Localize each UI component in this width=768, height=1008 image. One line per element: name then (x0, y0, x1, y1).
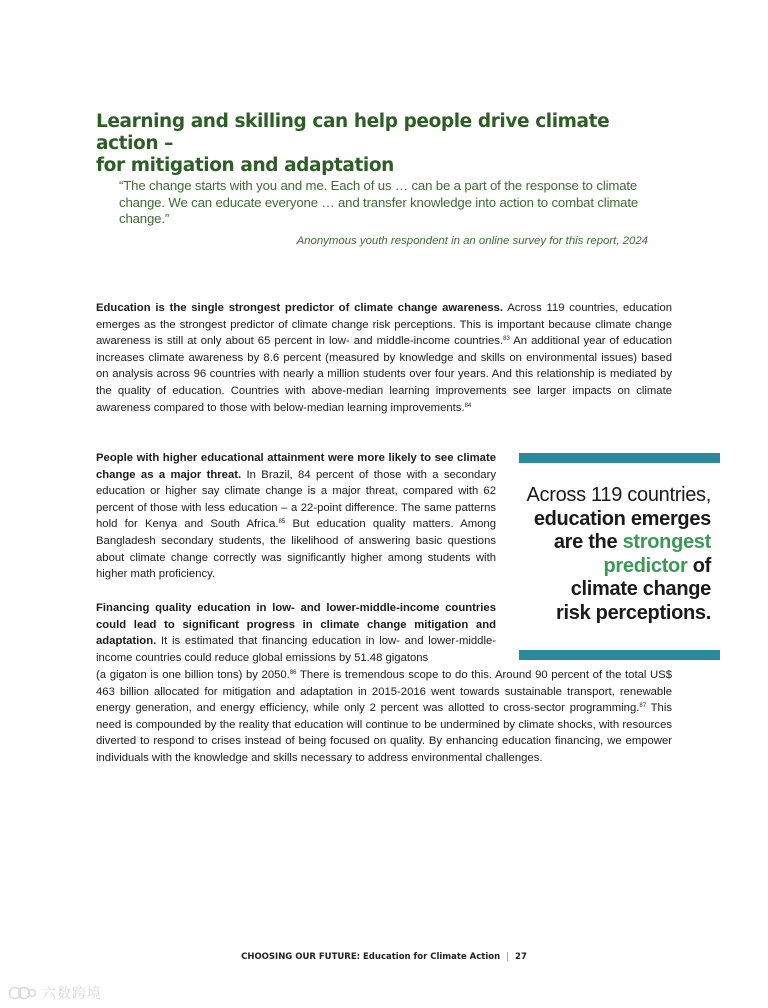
section-heading-line-1: Learning and skilling can help people drive climate action – (96, 111, 610, 154)
pullquote-line (500, 555, 711, 579)
pullquote-line (500, 531, 711, 555)
paragraph-attainment (96, 450, 496, 583)
footnote-ref: 87 (639, 703, 647, 710)
paragraph-lead: People with higher educational attainment were more likely to see climate change as a major threat. (96, 452, 496, 481)
paragraph-education-predictor (96, 300, 672, 416)
paragraph-text: Across 119 countries, education emerges as the strongest predictor of climate change risk perceptions. This is important because climate change awareness is still at only about 65 percent in low- and middle-income countries. (96, 302, 673, 348)
footer-title: CHOOSING OUR FUTURE: Education for Climate Action (241, 952, 501, 962)
paragraph-text: This need is compounded by the reality that education will continue to be undermined by climate shocks, with resources diverted to respond to crises instead of being focused on quality. By enhancing education financing, we empower individuals with the knowledge and skills necessary to address environmental challenges. (96, 702, 672, 764)
footer-separator: | (506, 952, 510, 962)
paragraph-text: There is tremendous scope to do this. Around 90 percent of the total US$ 463 billion allocated for mitigation and adaptation in 2015-2016 went towards sustainable transport, renewable energy generation, and energy efficiency, while only 2 percent was allotted to cross-sector programming. (96, 669, 672, 715)
youth-quote: “The change starts with you and me. Each of us … can be a part of the response to climate change. We can educate everyone … and transfer knowledge into action to combat climate change.” (119, 178, 639, 226)
footnote-ref: 83 (503, 336, 510, 343)
footnote-ref: 86 (289, 670, 297, 676)
pullquote-line: risk perceptions. (556, 601, 711, 624)
paragraph-text: An additional year of education increases climate awareness by 8.6 percent (measured by knowledge and skills on environmental issues) based on analysis across 96 countries with nearly a million students over four years. And this relationship is mediated by the quality of education. Countries with above-median learning improvements see larger impacts on climate awareness compared to those with below-median learning improvements. (96, 335, 672, 414)
paragraph-text: In Brazil, 84 percent of those with a secondary education or higher say climate change is a major threat, compared with 62 percent of those with less education – a 22-point difference. The same patterns hold for Kenya and South Africa. (96, 468, 496, 531)
pullquote-top-rule (519, 453, 720, 463)
pullquote-line: education emerges (533, 507, 711, 530)
paragraph-financing-continued (96, 667, 672, 767)
pullquote-text: of (687, 554, 711, 577)
section-heading (96, 111, 676, 177)
pullquote-text: are the (553, 531, 623, 553)
footnote-ref: 85 (278, 519, 286, 526)
pullquote-bottom-rule (519, 650, 720, 660)
watermark-logo-icon (8, 985, 38, 1001)
pullquote-highlight: predictor (603, 554, 688, 577)
paragraph-financing (96, 600, 496, 666)
pullquote-line: Across 119 countries, (526, 484, 711, 506)
pullquote-highlight: strongest (622, 531, 711, 553)
paragraph-text: (a gigaton is one billion tons) by 2050. (96, 669, 290, 681)
quote-attribution: Anonymous youth respondent in an online survey for this report, 2024 (296, 235, 648, 247)
watermark (8, 983, 102, 1003)
paragraph-lead: Financing quality education in low- and lower-middle-income countries could lead to significant progress in climate change mitigation and adaptation. (96, 602, 496, 648)
paragraph-text: It is estimated that financing education in low- and lower-middle-income countries could reduce global emissions by 51.48 gigatons (96, 635, 496, 664)
footnote-ref: 84 (464, 402, 472, 409)
section-heading-line-2: for mitigation and adaptation (96, 155, 394, 176)
paragraph-text: But education quality matters. Among Bangladesh secondary students, the likelihood of answering basic questions about climate change correctly was significantly higher among students with higher math proficiency. (96, 518, 496, 581)
page-number: 27 (515, 952, 527, 962)
page-footer (0, 951, 768, 963)
pullquote-line: climate change (570, 578, 711, 600)
watermark-text: 六数跨境 (42, 986, 102, 1002)
pullquote (500, 484, 711, 625)
paragraph-lead: Education is the single strongest predictor of climate change awareness. (96, 302, 504, 314)
